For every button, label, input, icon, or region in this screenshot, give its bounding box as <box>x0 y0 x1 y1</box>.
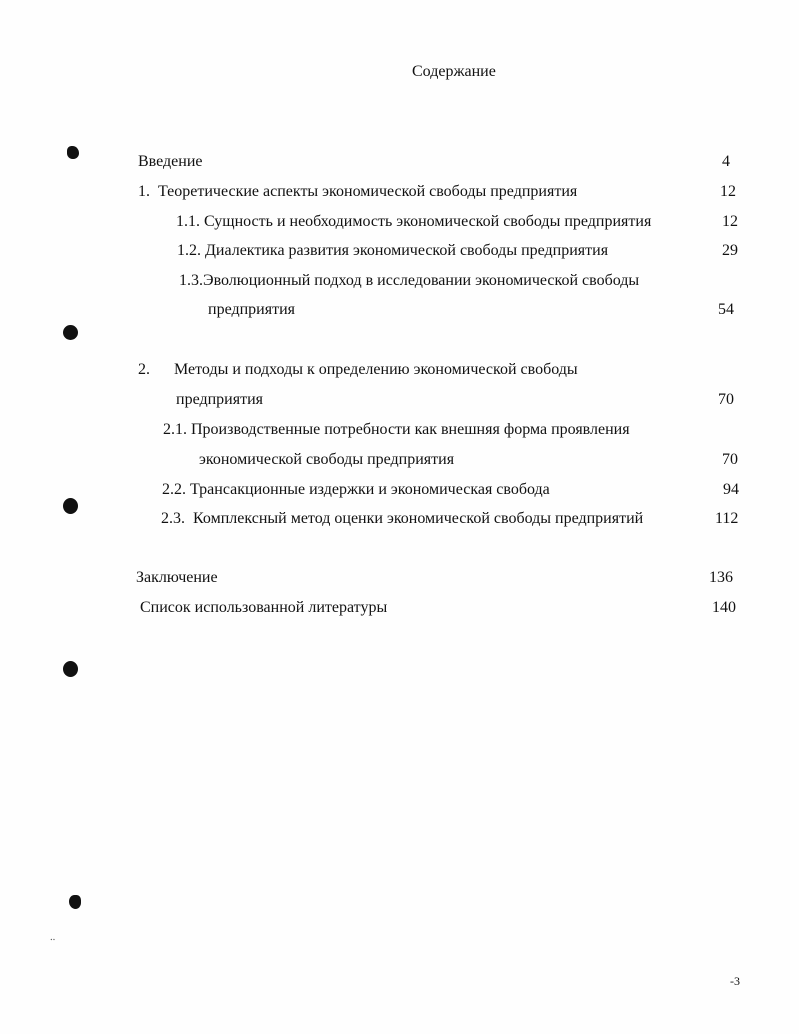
toc-section-1-1-page: 12 <box>722 213 738 230</box>
toc-section-1-2-page: 29 <box>722 242 738 259</box>
toc-section-2-1-page: 70 <box>722 451 738 468</box>
toc-section-2-1-label-line2: экономической свободы предприятия <box>199 451 455 468</box>
toc-section-1-3-label-line2: предприятия <box>208 301 295 318</box>
toc-section-1-3-label-line1: 1.3.Эволюционный подход в исследовании экономической свободы <box>179 272 640 289</box>
binder-hole <box>63 498 78 514</box>
toc-intro-page: 4 <box>722 153 730 170</box>
toc-section-2-3-page: 112 <box>715 510 739 527</box>
toc-chapter-1-page: 12 <box>720 183 736 200</box>
toc-references-label: Список использованной литературы <box>140 599 388 616</box>
toc-chapter-2-label-line2: предприятия <box>176 391 263 408</box>
toc-chapter-2-page: 70 <box>718 391 734 408</box>
toc-section-2-1-label-line1: 2.1. Производственные потребности как внешняя форма проявления <box>163 421 630 438</box>
binder-hole <box>63 661 78 677</box>
toc-chapter-2-number: 2. <box>138 361 150 378</box>
page-title: Содержание <box>412 63 496 80</box>
toc-chapter-1-label: 1. Теоретические аспекты экономической свободы предприятия <box>138 183 578 200</box>
binder-hole <box>63 325 78 340</box>
binder-hole-mark <box>69 895 81 909</box>
toc-chapter-2-label-line1: Методы и подходы к определению экономической свободы <box>174 361 578 378</box>
toc-section-1-1-label: 1.1. Сущность и необходимость экономической свободы предприятия <box>176 213 652 230</box>
toc-intro-label: Введение <box>138 153 203 170</box>
toc-section-2-2-page: 94 <box>723 481 739 498</box>
toc-section-2-2-label: 2.2. Трансакционные издержки и экономическая свобода <box>162 481 550 498</box>
scan-speck: ⸱⸱ <box>50 935 56 946</box>
toc-references-page: 140 <box>712 599 736 616</box>
toc-section-1-2-label: 1.2. Диалектика развития экономической свободы предприятия <box>177 242 609 259</box>
toc-conclusion-page: 136 <box>709 569 733 586</box>
toc-section-1-3-page: 54 <box>718 301 734 318</box>
page-number: -3 <box>730 974 740 988</box>
toc-conclusion-label: Заключение <box>136 569 218 586</box>
binder-hole-mark <box>67 146 79 159</box>
toc-section-2-3-label: 2.3. Комплексный метод оценки экономической свободы предприятий <box>161 510 644 527</box>
